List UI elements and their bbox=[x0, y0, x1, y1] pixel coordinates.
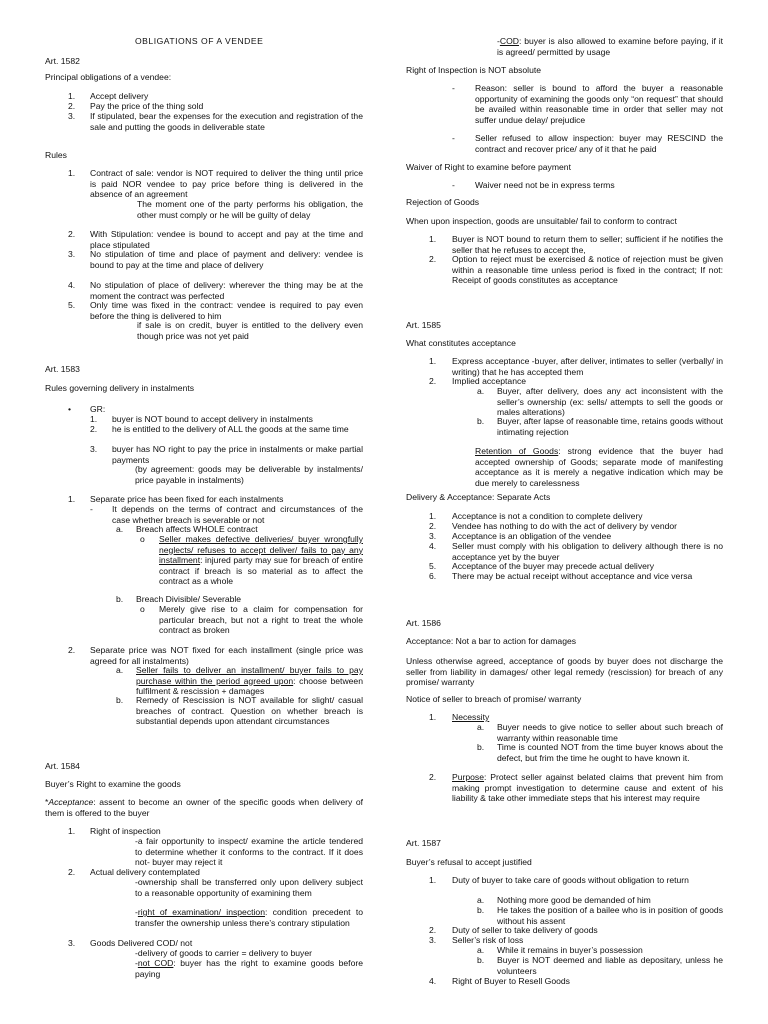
list-number: 2. bbox=[429, 254, 437, 264]
list-item: Duty of seller to take delivery of goods bbox=[452, 925, 598, 935]
list-item: Nothing more good be demanded of him bbox=[497, 895, 651, 905]
list-item: Duty of buyer to take care of goods without obligation to return bbox=[452, 875, 689, 885]
rejection-intro: When upon inspection, goods are unsuitable/ fail to conform to contract bbox=[406, 216, 677, 226]
list-item: Contract of sale: vendor is NOT required to deliver the thing until price is paid NOR vendee to pay price before thing is delivered in the absence of an agreement bbox=[90, 168, 363, 200]
list-item: Vendee has nothing to do with the act of delivery by vendor bbox=[452, 521, 678, 531]
list-item: With Stipulation: vendee is bound to accept and pay at the time and place stipulated bbox=[90, 229, 363, 250]
art-1583-heading: Art. 1583 bbox=[45, 364, 80, 374]
notice-heading: Notice of seller to breach of promise/ warranty bbox=[406, 694, 582, 704]
list-item: Right of Buyer to Resell Goods bbox=[452, 976, 570, 986]
list-item: Pay the price of the thing sold bbox=[90, 101, 204, 111]
list-letter: b. bbox=[116, 695, 124, 705]
list-number: 4. bbox=[429, 541, 437, 551]
list-number: 3. bbox=[68, 938, 76, 948]
seller-fails-underline: Seller fails to deliver an installment/ buyer fails to pay purchase within the period agreed upon bbox=[136, 665, 363, 686]
list-item: buyer has NO right to pay the price in instalments or make partial payments bbox=[112, 444, 363, 465]
list-item: No stipulation of time and place of payment and delivery: vendee is bound to pay at the time and place of delivery bbox=[90, 249, 363, 270]
list-letter: a. bbox=[477, 945, 485, 955]
list-letter: a. bbox=[477, 386, 485, 396]
list-number: 1. bbox=[429, 511, 437, 521]
inspection-not-absolute-heading: Right of Inspection is NOT absolute bbox=[406, 65, 542, 75]
list-number: 3. bbox=[429, 935, 437, 945]
list-letter: b. bbox=[477, 416, 485, 426]
list-item: Accept delivery bbox=[90, 91, 149, 101]
list-item: if sale is on credit, buyer is entitled to the delivery even though price was not yet paid bbox=[137, 320, 363, 341]
list-item: Waiver need not be in express terms bbox=[475, 180, 615, 190]
dash-marker: - bbox=[452, 133, 455, 143]
right-examination-underline: right of examination/ inspection bbox=[137, 907, 265, 917]
rules-instalments-heading: Rules governing delivery in instalments bbox=[45, 383, 195, 393]
art-1585-heading: Art. 1585 bbox=[406, 320, 441, 330]
list-number: 3. bbox=[68, 249, 76, 259]
list-item: While it remains in buyer’s possession bbox=[497, 945, 643, 955]
breach-whole-underline: Seller makes defective deliveries/ buyer wrongfully neglects/ refuses to accept deliver/ fails to pay any installment bbox=[159, 534, 363, 566]
list-number: 1. bbox=[68, 494, 76, 504]
actual-delivery-text: -ownership shall be transferred only upon delivery subject to a reasonable opportunity of examining them bbox=[135, 877, 363, 898]
principal-obligations-heading: Principal obligations of a vendee: bbox=[45, 72, 172, 82]
retention-underline: Retention of Goods bbox=[475, 446, 559, 456]
necessity-label: Necessity bbox=[452, 712, 490, 722]
right-of-inspection-text: -a fair opportunity to inspect/ examine the article tendered to determine whether it conforms to the contract. If it does not- buyer may reject it bbox=[135, 836, 363, 868]
list-number: 4. bbox=[68, 280, 76, 290]
list-letter: a. bbox=[477, 895, 485, 905]
delivery-acceptance-heading: Delivery & Acceptance: Separate Acts bbox=[406, 492, 551, 502]
list-number: 2. bbox=[68, 867, 76, 877]
purpose-underline: Purpose bbox=[452, 772, 485, 782]
list-number: 1. bbox=[90, 414, 98, 424]
list-number: 3. bbox=[429, 531, 437, 541]
list-item: No stipulation of place of delivery: wherever the thing may be at the moment the contract was perfected bbox=[90, 280, 363, 301]
list-item: Seller’s risk of loss bbox=[452, 935, 524, 945]
not-a-bar-heading: Acceptance: Not a bar to action for damages bbox=[406, 636, 577, 646]
breach-whole: Breach affects WHOLE contract bbox=[136, 524, 258, 534]
list-item: Reason: seller is bound to afford the buyer a reasonable opportunity of examining the goods only “on request” that should be availed within reasonable time in order that seller may not suffer undue delay/ prejudice bbox=[475, 83, 723, 125]
list-item: Acceptance of the buyer may precede actual delivery bbox=[452, 561, 655, 571]
list-item: Buyer, after lapse of reasonable time, retains goods without intimating rejection bbox=[497, 416, 723, 437]
list-letter: b. bbox=[477, 955, 485, 965]
purpose-text bbox=[452, 772, 723, 804]
seller-fails-text bbox=[136, 665, 363, 697]
separate-price-fixed: Separate price has been fixed for each instalments bbox=[90, 494, 284, 504]
seller-fails-rest: : choose between fulfilment & rescission + damages bbox=[136, 675, 363, 697]
right-examination-text: -right of examination/ inspection: condition precedent to transfer the ownership unless there’s contrary stipulation bbox=[135, 907, 363, 928]
list-number: 2. bbox=[68, 101, 76, 111]
rules-heading: Rules bbox=[45, 150, 67, 160]
list-item: Acceptance is an obligation of the vendee bbox=[452, 531, 612, 541]
list-number: 6. bbox=[429, 571, 437, 581]
list-number: 3. bbox=[68, 111, 76, 121]
breach-whole-text bbox=[159, 534, 363, 587]
list-number: 2. bbox=[90, 424, 98, 434]
retention-text bbox=[475, 446, 723, 488]
separate-price-sub: It depends on the terms of contract and circumstances of the case whether breach is severable or not bbox=[112, 504, 363, 525]
acceptance-definition bbox=[45, 797, 363, 818]
list-number: 1. bbox=[68, 168, 76, 178]
gr-label: GR: bbox=[90, 404, 106, 414]
list-item: The moment one of the party performs his obligation, the other must comply or he will be guilty of delay bbox=[137, 199, 363, 220]
list-item: There may be actual receipt without acceptance and vice versa bbox=[452, 571, 693, 581]
acceptance-rest: : assent to become an owner of the specific goods when delivery of them is offered to the buyer bbox=[45, 797, 363, 818]
list-number: 2. bbox=[429, 925, 437, 935]
list-item: Acceptance is not a condition to complete delivery bbox=[452, 511, 643, 521]
list-item: he is entitled to the delivery of ALL the goods at the same time bbox=[112, 424, 349, 434]
list-number: 2. bbox=[429, 521, 437, 531]
list-letter: b. bbox=[477, 742, 485, 752]
circle-bullet-icon: o bbox=[140, 534, 145, 544]
list-number: 5. bbox=[429, 561, 437, 571]
acceptance-term: Acceptance bbox=[48, 797, 94, 807]
not-cod-underline: not COD bbox=[137, 958, 174, 968]
implied-acceptance: Implied acceptance bbox=[452, 376, 527, 386]
list-number: 3. bbox=[90, 444, 98, 454]
dash-marker: - bbox=[452, 180, 455, 190]
list-item: Buyer is NOT deemed and liable as depositary, unless he volunteers bbox=[497, 955, 723, 976]
art-1586-heading: Art. 1586 bbox=[406, 618, 441, 628]
list-item: Seller must comply with his obligation to delivery although there is no acceptance yet by the buyer bbox=[452, 541, 723, 562]
cod-underline: COD bbox=[499, 36, 519, 46]
list-item: Time is counted NOT from the time buyer knows about the defect, but frim the time he ought to have known it. bbox=[497, 742, 723, 763]
list-item: Option to reject must be exercised & notice of rejection must be given within a reasonable time unless period is fixed in the contract; If not: Receipt of goods constitutes as acceptance bbox=[452, 254, 723, 286]
breach-divisible-text: Merely give rise to a claim for compensation for particular breach, but not a right to treat the whole contract as broken bbox=[159, 604, 363, 636]
list-item: Buyer is NOT bound to return them to seller; sufficient if he notifies the seller that he refuses to accept the, bbox=[452, 234, 723, 255]
art-1584-heading: Art. 1584 bbox=[45, 761, 80, 771]
list-letter: b. bbox=[116, 594, 124, 604]
not-cod-rest: : buyer has the right to examine goods before paying bbox=[135, 958, 363, 979]
buyers-right-heading: Buyer’s Right to examine the goods bbox=[45, 779, 181, 789]
list-item: Buyer, after delivery, does any act inconsistent with the seller’s ownership (ex: sells/ attempts to sell the goods or males alterations) bbox=[497, 386, 723, 418]
list-number: 2. bbox=[68, 229, 76, 239]
what-constitutes-heading: What constitutes acceptance bbox=[406, 338, 516, 348]
list-item: Buyer needs to give notice to seller about such breach of warranty within reasonable time bbox=[497, 722, 723, 743]
not-cod-text: -not COD: buyer has the right to examine goods before paying bbox=[135, 958, 363, 979]
cod-rest: : buyer is also allowed to examine before paying, if it is agreed/ permitted by usage bbox=[497, 36, 723, 57]
right-examination-rest: : condition precedent to transfer the ownership unless there’s contrary stipulation bbox=[135, 907, 363, 928]
list-item: If stipulated, bear the expenses for the execution and registration of the sale and putting the goods in deliverable state bbox=[90, 111, 363, 132]
waiver-heading: Waiver of Right to examine before payment bbox=[406, 162, 571, 172]
list-number: 1. bbox=[68, 826, 76, 836]
remedy-rescission: Remedy of Rescission is NOT available for slight/ casual breaches of contract. Question on whether breach is substantial depends upon attendant circumstances bbox=[136, 695, 363, 727]
right-of-inspection: Right of inspection bbox=[90, 826, 161, 836]
refusal-heading: Buyer’s refusal to accept justified bbox=[406, 857, 532, 867]
list-number: 1. bbox=[429, 356, 437, 366]
bullet-icon: • bbox=[68, 404, 72, 414]
asterisk: * bbox=[45, 797, 49, 807]
rejection-heading: Rejection of Goods bbox=[406, 197, 480, 207]
list-number: 2. bbox=[68, 645, 76, 655]
list-number: 2. bbox=[429, 772, 437, 782]
actual-delivery: Actual delivery contemplated bbox=[90, 867, 200, 877]
unless-paragraph: Unless otherwise agreed, acceptance of goods by buyer does not discharge the seller from liability in damages/ other legal remedy (rescission) for breach of any promise/ warranty bbox=[406, 656, 723, 688]
breach-divisible: Breach Divisible/ Severable bbox=[136, 594, 242, 604]
dash-marker: - bbox=[90, 504, 93, 514]
express-acceptance: Express acceptance -buyer, after deliver, intimates to seller (verbally/ in writing) that he has accepted them bbox=[452, 356, 723, 377]
circle-bullet-icon: o bbox=[140, 604, 145, 614]
purpose-rest: : Protect seller against belated claims that prevent him from making prompt investigation to determine cause and extent of his liability & take other immediate steps that his interest may require bbox=[452, 772, 723, 804]
list-item: He takes the position of a bailee who is in position of goods without his assent bbox=[497, 905, 723, 926]
breach-whole-rest: : injured party may sue for breach of entire contract if breach is so material as to affect the contract as a whole bbox=[159, 555, 363, 587]
list-number: 2. bbox=[429, 376, 437, 386]
list-number: 1. bbox=[68, 91, 76, 101]
gr-note: (by agreement: goods may be deliverable by instalments/ price payable in instalments) bbox=[135, 464, 363, 485]
art-1582-heading: Art. 1582 bbox=[45, 56, 80, 66]
art-1587-heading: Art. 1587 bbox=[406, 838, 441, 848]
list-number: 4. bbox=[429, 976, 437, 986]
list-letter: a. bbox=[116, 665, 124, 675]
goods-cod: Goods Delivered COD/ not bbox=[90, 938, 193, 948]
separate-price-not-fixed: Separate price was NOT fixed for each installment (single price was agreed for all instalments) bbox=[90, 645, 363, 666]
list-number: 1. bbox=[429, 875, 437, 885]
list-number: 1. bbox=[429, 712, 437, 722]
list-letter: a. bbox=[116, 524, 124, 534]
list-item: Only time was fixed in the contract: vendee is required to pay even before the thing is delivered to him bbox=[90, 300, 363, 321]
list-item: Seller refused to allow inspection: buyer may RESCIND the contract and recover price/ any of it that he paid bbox=[475, 133, 723, 154]
list-number: 5. bbox=[68, 300, 76, 310]
dash-marker: - bbox=[452, 83, 455, 93]
cod-text: -COD: buyer is also allowed to examine before paying, if it is agreed/ permitted by usage bbox=[497, 36, 723, 57]
list-item: buyer is NOT bound to accept delivery in instalments bbox=[112, 414, 313, 424]
list-letter: b. bbox=[477, 905, 485, 915]
list-letter: a. bbox=[477, 722, 485, 732]
retention-rest: : strong evidence that the buyer had accepted ownership of Goods; separate mode of manifesting acceptance as it is merely a negative indication which may be due merely to carelessness bbox=[475, 446, 723, 488]
list-number: 1. bbox=[429, 234, 437, 244]
goods-cod-text: -delivery of goods to carrier = delivery to buyer bbox=[135, 948, 312, 958]
page-title: OBLIGATIONS OF A VENDEE bbox=[135, 36, 264, 46]
